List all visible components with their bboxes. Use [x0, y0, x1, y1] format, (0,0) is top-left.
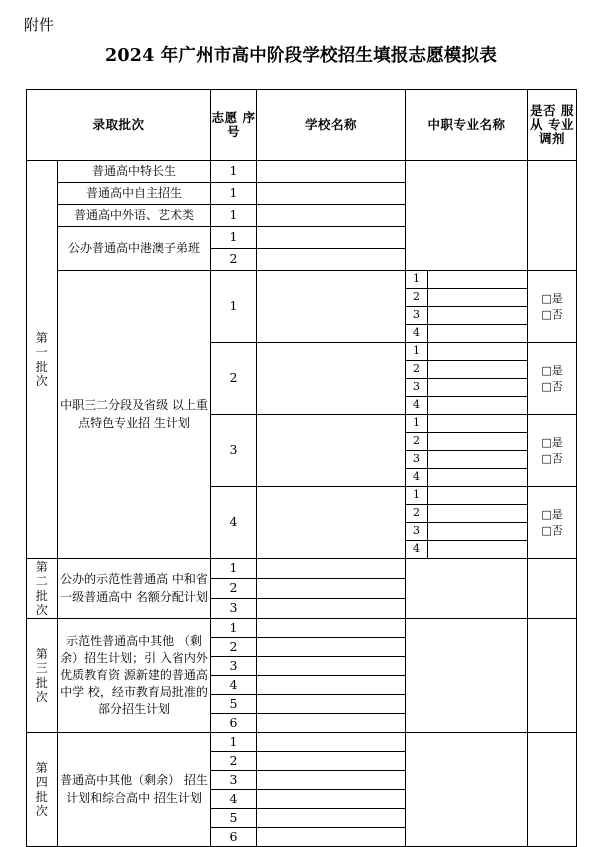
batch-label-second	[27, 559, 58, 619]
header-sequence-line1: 志愿	[211, 109, 238, 125]
school-name-input[interactable]	[257, 790, 406, 809]
batch1-char-2: 批	[35, 359, 49, 374]
major-index: 1	[406, 271, 428, 289]
header-major-name: 中职专业名称	[406, 90, 528, 161]
batch1-char-1: 一	[35, 345, 49, 360]
obey-adjustment-choice[interactable]	[528, 487, 577, 559]
sequence-number: 1	[211, 183, 257, 205]
sequence-number: 2	[211, 343, 257, 415]
batch2-char-2: 批	[35, 588, 49, 603]
batch-label-third	[27, 619, 58, 733]
sequence-number: 2	[211, 579, 257, 599]
school-name-input[interactable]	[257, 809, 406, 828]
table-row	[27, 559, 577, 579]
batch3-char-3: 次	[35, 689, 49, 704]
major-name-input[interactable]	[428, 379, 528, 397]
batch4-char-3: 次	[35, 803, 49, 818]
sequence-number: 1	[211, 559, 257, 579]
school-name-input[interactable]	[257, 676, 406, 695]
plan-line1: 示范性普通高中其他	[66, 633, 175, 648]
school-name-input[interactable]	[257, 733, 406, 752]
sequence-number: 6	[211, 828, 257, 847]
major-name-input[interactable]	[428, 325, 528, 343]
major-index: 2	[406, 289, 428, 307]
table-row	[27, 271, 577, 289]
sequence-number: 3	[211, 599, 257, 619]
major-index: 1	[406, 343, 428, 361]
application-form-table	[26, 89, 577, 847]
plan-line2: 以上重点特色专业招	[78, 398, 208, 430]
school-name-input[interactable]	[257, 619, 406, 638]
plan-line4: 源新建的普通高中学	[60, 667, 208, 700]
obey-adjustment-input[interactable]	[528, 161, 577, 271]
school-name-input[interactable]	[257, 579, 406, 599]
batch-label-first	[27, 161, 58, 559]
school-name-input[interactable]	[257, 249, 406, 271]
batch1-char-0: 第	[35, 330, 49, 345]
table-row	[27, 619, 577, 638]
checkbox-yes[interactable]: □是	[541, 435, 563, 449]
sequence-number: 2	[211, 638, 257, 657]
major-index: 1	[406, 487, 428, 505]
checkbox-no[interactable]: □否	[541, 379, 563, 393]
batch1-char-3: 次	[35, 373, 49, 388]
sequence-number: 4	[211, 676, 257, 695]
school-name-input[interactable]	[257, 599, 406, 619]
major-index: 4	[406, 541, 428, 559]
attachment-label: 附件	[24, 16, 55, 34]
checkbox-yes[interactable]: □是	[541, 363, 563, 377]
header-obey-line1: 是否	[530, 103, 557, 118]
major-index: 3	[406, 379, 428, 397]
major-index: 3	[406, 307, 428, 325]
sequence-number: 4	[211, 487, 257, 559]
major-name-input[interactable]	[406, 619, 528, 733]
school-name-input[interactable]	[257, 343, 406, 415]
school-name-input[interactable]	[257, 752, 406, 771]
major-index: 2	[406, 361, 428, 379]
plan-line1: 普通高中其他（剩余）	[60, 773, 181, 788]
header-school-name: 学校名称	[257, 90, 406, 161]
header-obey-line2: 服从	[530, 103, 574, 132]
batch3-char-0: 第	[35, 646, 49, 661]
major-index: 3	[406, 451, 428, 469]
checkbox-yes[interactable]: □是	[541, 507, 563, 521]
major-name-input[interactable]	[428, 487, 528, 505]
checkbox-no[interactable]: □否	[541, 451, 563, 465]
plan-name-allocation	[58, 559, 211, 619]
major-name-input[interactable]	[428, 307, 528, 325]
header-sequence-line2: 序号	[227, 109, 256, 139]
major-name-input[interactable]	[406, 733, 528, 847]
plan-name-talent: 普通高中特长生	[58, 161, 211, 183]
major-name-input[interactable]	[428, 361, 528, 379]
obey-adjustment-input[interactable]	[528, 559, 577, 619]
sequence-number: 5	[211, 695, 257, 714]
header-sequence	[211, 90, 257, 161]
plan-name-general-remaining	[58, 733, 211, 847]
major-index: 4	[406, 325, 428, 343]
sequence-number: 3	[211, 415, 257, 487]
plan-line3: 招生计划	[153, 790, 202, 805]
header-obey-line3: 专业	[547, 117, 574, 132]
major-name-input[interactable]	[428, 289, 528, 307]
plan-line1: 公办的示范性普通高	[60, 572, 169, 587]
obey-adjustment-choice[interactable]	[528, 415, 577, 487]
batch-label-fourth	[27, 733, 58, 847]
sequence-number: 1	[211, 205, 257, 227]
plan-line3: 生计划	[153, 415, 190, 430]
major-name-input[interactable]	[428, 271, 528, 289]
plan-name-independent: 普通高中自主招生	[58, 183, 211, 205]
school-name-input[interactable]	[257, 227, 406, 249]
major-name-input[interactable]	[428, 469, 528, 487]
major-index: 3	[406, 523, 428, 541]
checkbox-yes[interactable]: □是	[541, 291, 563, 305]
plan-name-language-arts: 普通高中外语、艺术类	[58, 205, 211, 227]
major-index: 4	[406, 469, 428, 487]
table-row	[27, 161, 577, 183]
plan-line6: 部分招生计划	[98, 702, 171, 717]
header-obey-line4: 调剂	[539, 131, 566, 146]
sequence-number: 3	[211, 771, 257, 790]
plan-name-hk-macau-class: 公办普通高中港澳子弟班	[58, 227, 211, 271]
batch2-char-3: 次	[35, 602, 49, 617]
school-name-input[interactable]	[257, 271, 406, 343]
school-name-input[interactable]	[257, 183, 406, 205]
major-name-input[interactable]	[406, 161, 528, 271]
batch2-char-0: 第	[35, 559, 49, 574]
major-index: 2	[406, 433, 428, 451]
major-name-input[interactable]	[428, 541, 528, 559]
checkbox-no[interactable]: □否	[541, 307, 563, 321]
table-header-row	[27, 90, 577, 161]
table-row	[27, 733, 577, 752]
major-name-input[interactable]	[428, 433, 528, 451]
major-name-input[interactable]	[428, 415, 528, 433]
school-name-input[interactable]	[257, 638, 406, 657]
checkbox-no[interactable]: □否	[541, 523, 563, 537]
application-form-table-wrapper	[26, 89, 576, 847]
major-index: 4	[406, 397, 428, 415]
obey-adjustment-input[interactable]	[528, 619, 577, 733]
plan-line2: （剩余）招生计划；引	[60, 633, 202, 665]
major-index: 1	[406, 415, 428, 433]
sequence-number: 4	[211, 790, 257, 809]
header-batch: 录取批次	[27, 90, 211, 161]
sequence-number: 1	[211, 271, 257, 343]
plan-line1: 中职三二分段及省级	[60, 398, 169, 413]
batch2-char-1: 二	[35, 574, 49, 589]
batch4-char-1: 四	[35, 775, 49, 790]
plan-name-demonstration-remaining	[58, 619, 211, 733]
sequence-number: 1	[211, 619, 257, 638]
sequence-number: 3	[211, 657, 257, 676]
plan-line2: 中和省一级普通高中	[60, 572, 208, 604]
batch4-char-0: 第	[35, 760, 49, 775]
plan-line5: 校，经市教育局批准的	[87, 685, 208, 700]
school-name-input[interactable]	[257, 161, 406, 183]
major-name-input[interactable]	[406, 559, 528, 619]
sequence-number: 1	[211, 227, 257, 249]
plan-line3: 名额分配计划	[135, 589, 208, 604]
school-name-input[interactable]	[257, 657, 406, 676]
sequence-number: 2	[211, 752, 257, 771]
major-name-input[interactable]	[428, 505, 528, 523]
sequence-number: 6	[211, 714, 257, 733]
sequence-number: 5	[211, 809, 257, 828]
school-name-input[interactable]	[257, 771, 406, 790]
school-name-input[interactable]	[257, 559, 406, 579]
plan-line3: 入省内外优质教育资	[60, 650, 208, 682]
school-name-input[interactable]	[257, 487, 406, 559]
obey-adjustment-choice[interactable]	[528, 343, 577, 415]
obey-adjustment-choice[interactable]	[528, 271, 577, 343]
page-title: 2024 年广州市高中阶段学校招生填报志愿模拟表	[104, 46, 498, 66]
sequence-number: 1	[211, 733, 257, 752]
major-name-input[interactable]	[428, 451, 528, 469]
plan-name-vocational-3plus2	[58, 271, 211, 559]
plan-line2: 招生计划和综合高中	[66, 773, 208, 805]
major-name-input[interactable]	[428, 343, 528, 361]
sequence-number: 1	[211, 161, 257, 183]
sequence-number: 2	[211, 249, 257, 271]
header-obey-adjustment	[528, 90, 577, 161]
major-name-input[interactable]	[428, 523, 528, 541]
batch3-char-1: 三	[35, 661, 49, 676]
major-index: 2	[406, 505, 428, 523]
school-name-input[interactable]	[257, 714, 406, 733]
obey-adjustment-input[interactable]	[528, 733, 577, 847]
school-name-input[interactable]	[257, 205, 406, 227]
school-name-input[interactable]	[257, 695, 406, 714]
school-name-input[interactable]	[257, 828, 406, 847]
major-name-input[interactable]	[428, 397, 528, 415]
batch3-char-2: 批	[35, 675, 49, 690]
batch4-char-2: 批	[35, 789, 49, 804]
school-name-input[interactable]	[257, 415, 406, 487]
